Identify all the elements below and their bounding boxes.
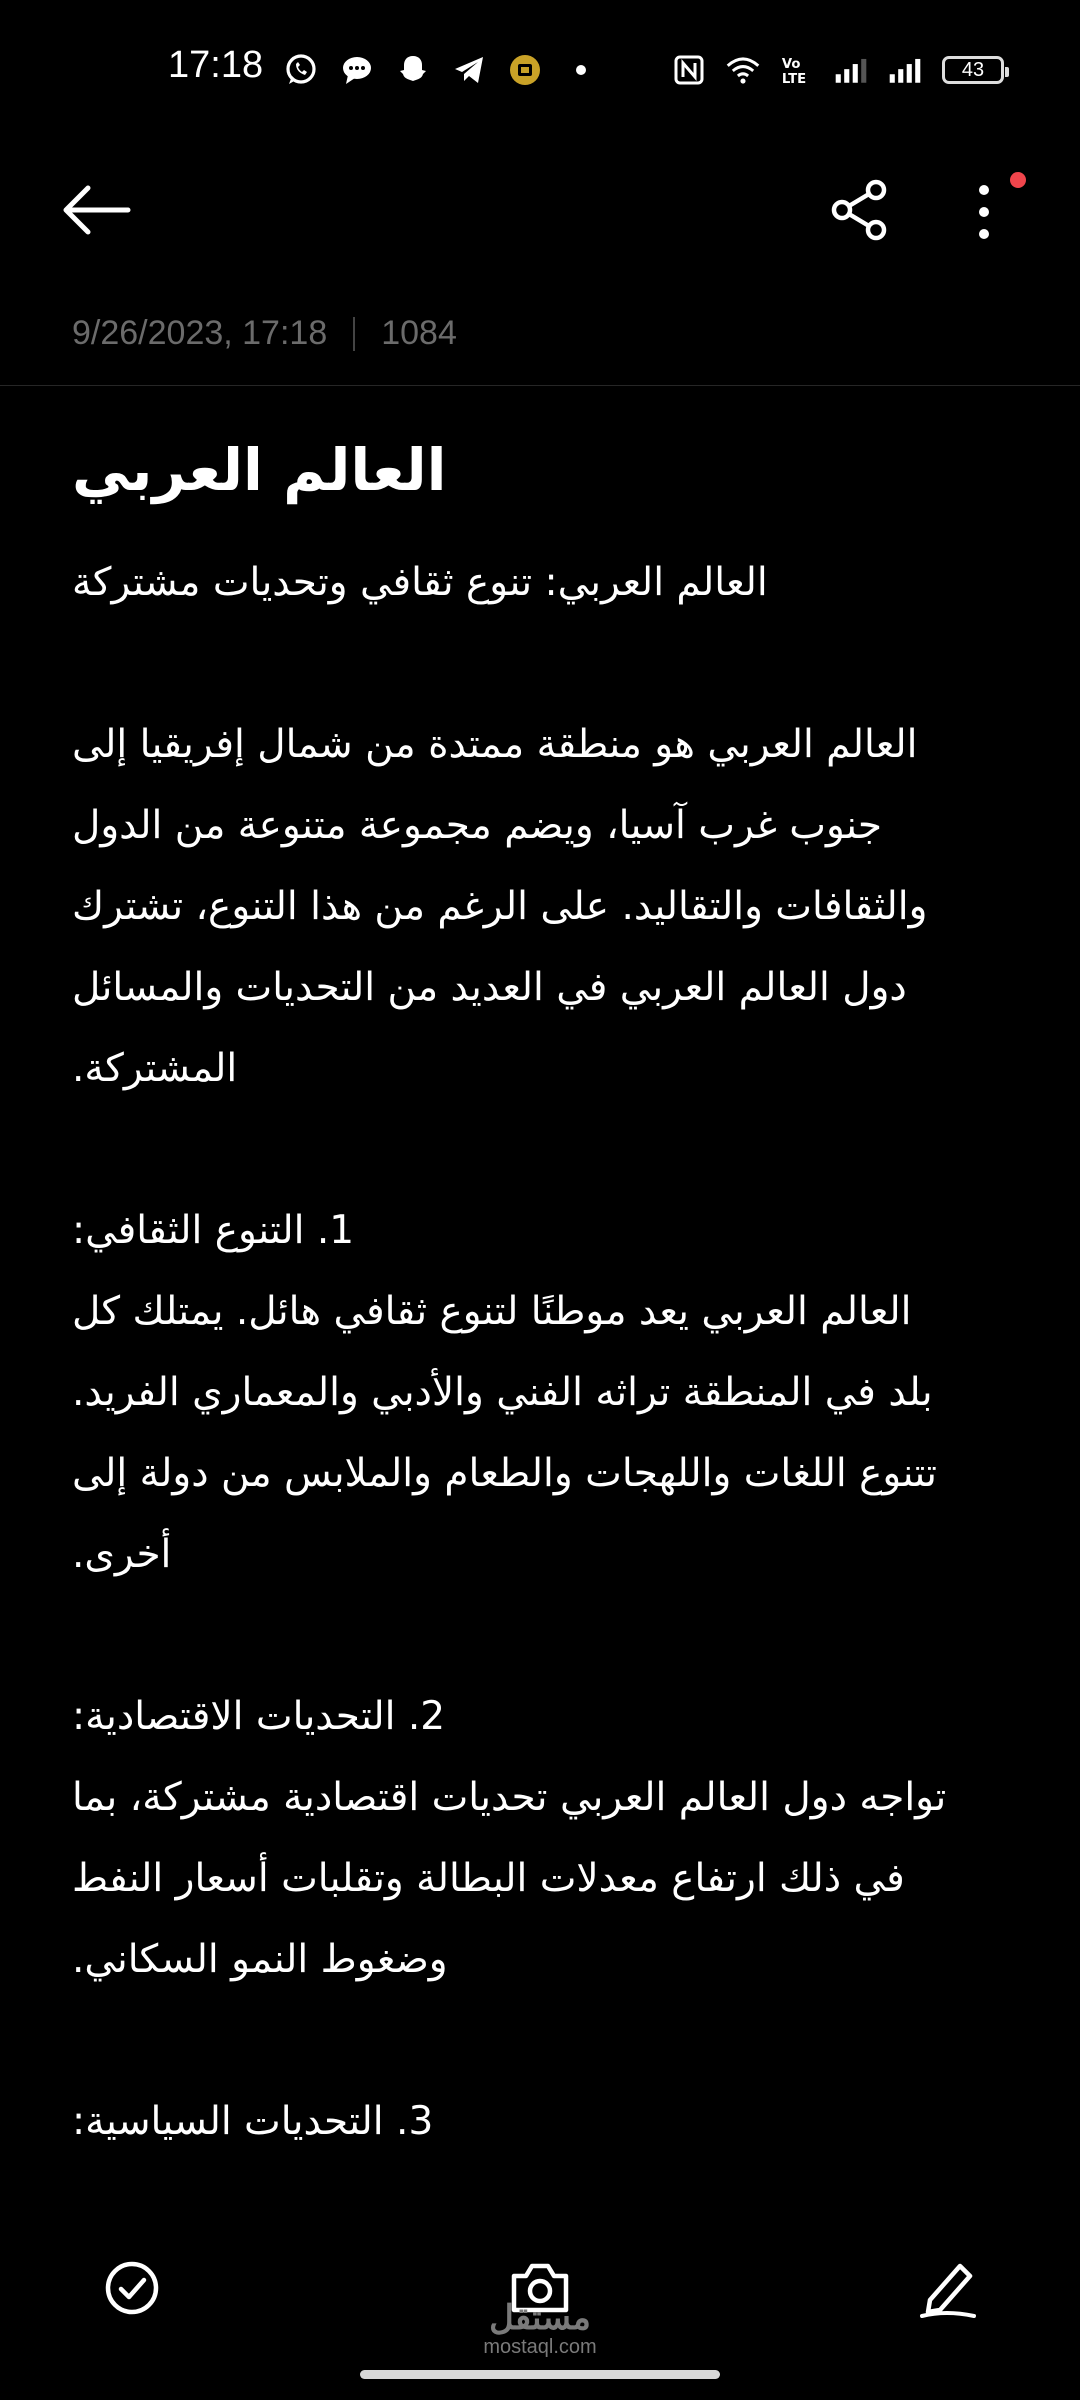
status-time: 17:18 bbox=[168, 44, 264, 86]
more-vertical-icon bbox=[956, 178, 1012, 248]
note-line[interactable]: تواجه دول العالم العربي تحديات اقتصادية مشتركة، بما bbox=[72, 1775, 947, 1820]
nfc-icon bbox=[672, 53, 706, 87]
note-line[interactable]: جنوب غرب آسيا، ويضم مجموعة متنوعة من الدول bbox=[72, 803, 882, 848]
status-bar bbox=[0, 0, 1080, 140]
mostaql-watermark bbox=[470, 2300, 610, 2358]
note-line[interactable]: العالم العربي هو منطقة ممتدة من شمال إفريقيا إلى bbox=[72, 722, 918, 767]
status-system-icons bbox=[672, 48, 1004, 92]
note-line[interactable]: أخرى. bbox=[72, 1532, 172, 1577]
note-line[interactable]: تتنوع اللغات واللهجات والطعام والملابس من دولة إلى bbox=[72, 1451, 937, 1496]
meta-separator bbox=[353, 317, 355, 351]
share-icon bbox=[828, 178, 892, 242]
note-line[interactable]: 1. التنوع الثقافي: bbox=[72, 1208, 355, 1253]
note-line[interactable] bbox=[72, 623, 1008, 704]
svg-text:Vo: Vo bbox=[781, 57, 801, 73]
status-notification-icons bbox=[284, 48, 598, 92]
note-scroll-area[interactable] bbox=[0, 420, 1080, 2210]
telegram-icon bbox=[452, 53, 486, 87]
whatsapp-icon bbox=[284, 53, 318, 87]
chat-bubble-icon bbox=[340, 53, 374, 87]
note-line[interactable]: والثقافات والتقاليد. على الرغم من هذا التنوع، تشترك bbox=[72, 884, 928, 929]
back-button[interactable] bbox=[58, 180, 132, 240]
note-line[interactable]: في ذلك ارتفاع معدلات البطالة وتقلبات أسعار النفط bbox=[72, 1856, 905, 1901]
pen-icon bbox=[916, 2256, 980, 2320]
header-divider bbox=[0, 385, 1080, 386]
note-line[interactable]: بلد في المنطقة تراثه الفني والأدبي والمعماري الفريد. bbox=[72, 1370, 933, 1415]
home-indicator[interactable] bbox=[360, 2370, 720, 2379]
watermark-arabic: مستقل bbox=[489, 2299, 591, 2337]
note-line[interactable]: دول العالم العربي في العديد من التحديات والمسائل bbox=[72, 965, 907, 1010]
note-body[interactable] bbox=[72, 542, 1008, 2162]
battery-indicator: 43 bbox=[942, 56, 1004, 84]
svg-text:LTE: LTE bbox=[781, 72, 807, 87]
note-content[interactable] bbox=[72, 420, 1008, 2162]
note-line[interactable]: وضغوط النمو السكاني. bbox=[72, 1937, 448, 1982]
note-line[interactable] bbox=[72, 1109, 1008, 1190]
notification-app-icon bbox=[508, 53, 542, 87]
note-line[interactable]: المشتركة. bbox=[72, 1046, 238, 1091]
checklist-button[interactable] bbox=[92, 2248, 172, 2328]
note-char-count: 1084 bbox=[381, 314, 457, 352]
share-button[interactable] bbox=[828, 178, 892, 242]
app-bar bbox=[0, 150, 1080, 270]
note-line[interactable] bbox=[72, 2000, 1008, 2081]
note-title[interactable]: العالم العربي bbox=[72, 436, 447, 504]
more-notifications-dot-icon bbox=[564, 53, 598, 87]
note-line[interactable]: العالم العربي: تنوع ثقافي وتحديات مشتركة bbox=[72, 560, 768, 605]
volte-icon bbox=[780, 53, 814, 87]
notification-dot bbox=[1010, 172, 1026, 188]
arrow-left-icon bbox=[58, 180, 132, 240]
signal-icon bbox=[888, 53, 922, 87]
note-meta bbox=[72, 314, 457, 353]
note-line[interactable]: العالم العربي يعد موطنًا لتنوع ثقافي هائل. يمتلك كل bbox=[72, 1289, 912, 1334]
note-line[interactable] bbox=[72, 1595, 1008, 1676]
handwriting-button[interactable] bbox=[908, 2248, 988, 2328]
more-options-button[interactable] bbox=[956, 178, 1012, 248]
note-line[interactable]: 3. التحديات السياسية: bbox=[72, 2099, 434, 2144]
snapchat-icon bbox=[396, 53, 430, 87]
checkmark-circle-icon bbox=[102, 2258, 162, 2318]
note-line[interactable]: 2. التحديات الاقتصادية: bbox=[72, 1694, 446, 1739]
signal-icon bbox=[834, 53, 868, 87]
watermark-latin: mostaql.com bbox=[483, 2336, 597, 2358]
note-datetime: 9/26/2023, 17:18 bbox=[72, 314, 328, 352]
wifi-icon bbox=[726, 53, 760, 87]
